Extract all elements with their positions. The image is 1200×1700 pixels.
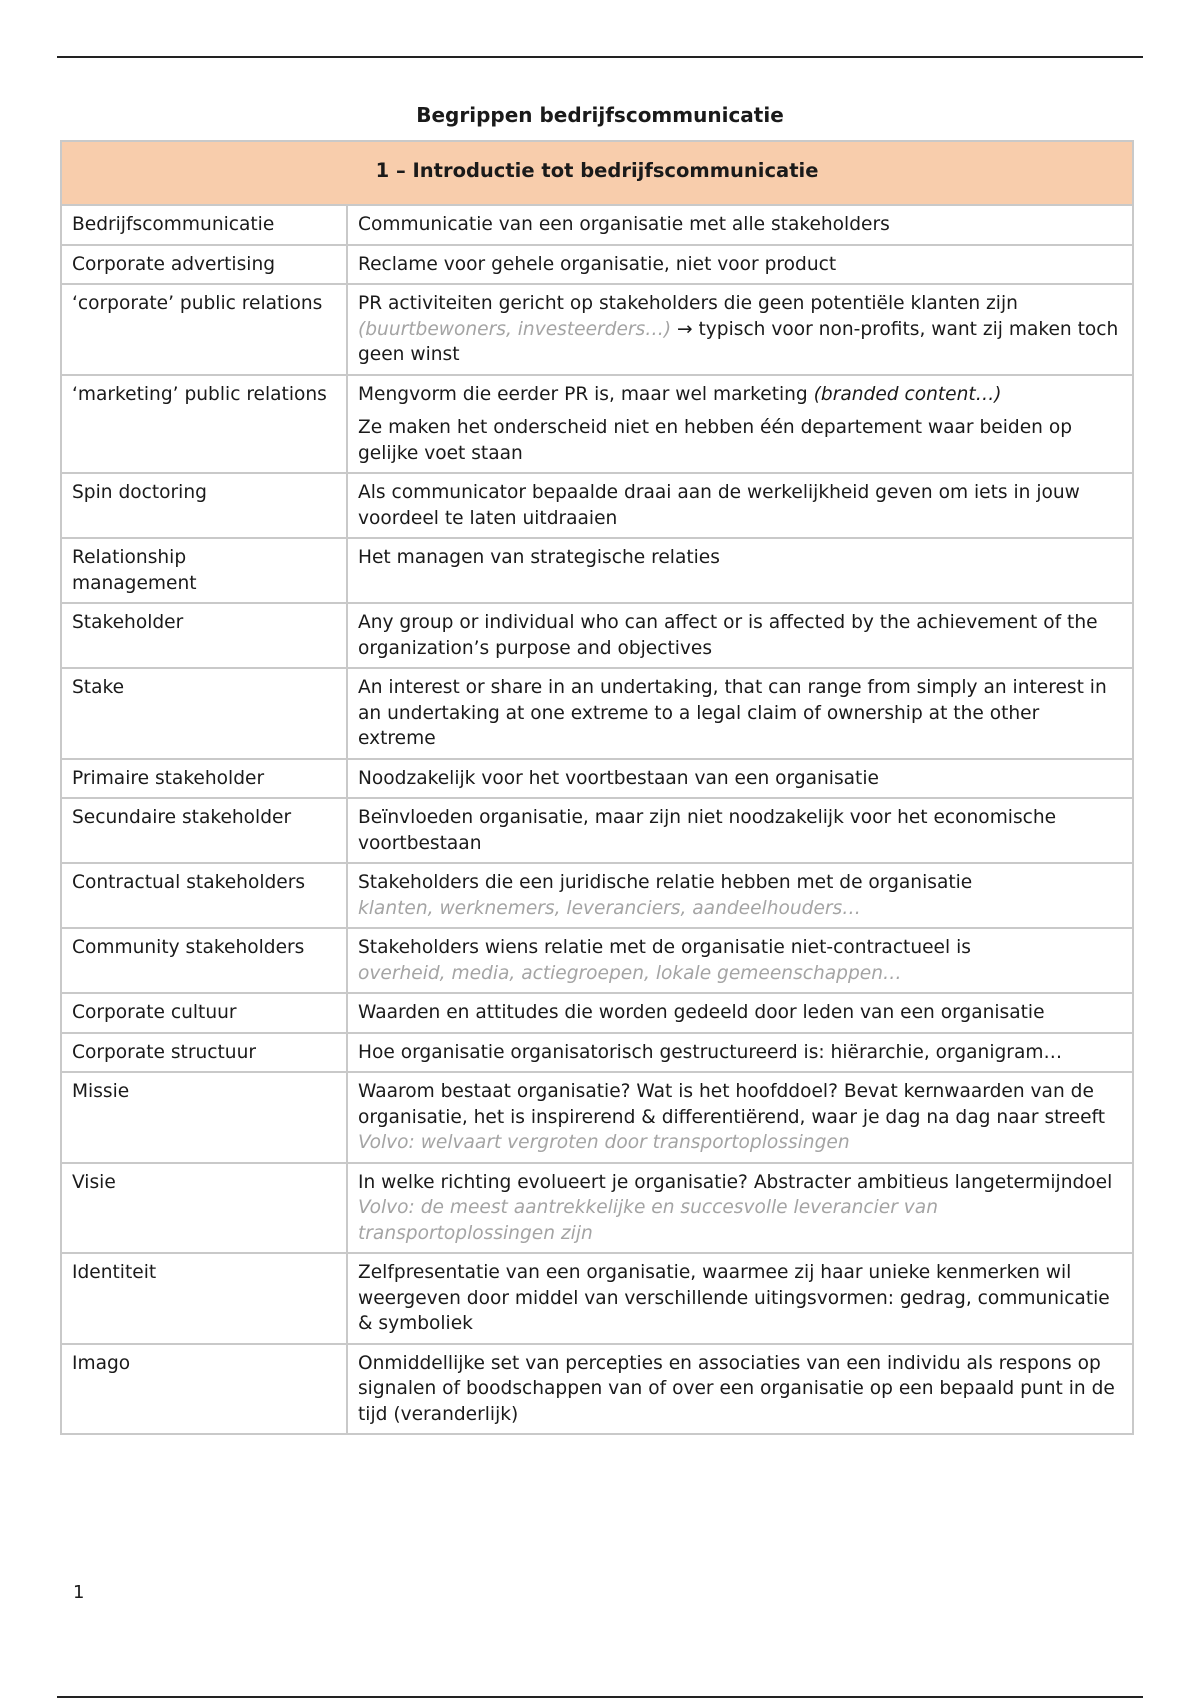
definition-cell bbox=[347, 1253, 1133, 1344]
definition-text: Ze maken het onderscheid niet en hebben één departement waar beiden op gelijke voet staan bbox=[358, 417, 1073, 464]
definition-cell bbox=[347, 473, 1133, 538]
document-title: Begrippen bedrijfscommunicatie bbox=[416, 103, 784, 127]
definition-cell bbox=[347, 759, 1133, 799]
definition-text: An interest or share in an undertaking, that can range from simply an interest in an undertaking at one extreme to a legal claim of ownership at the other extreme bbox=[358, 677, 1107, 749]
term-cell: Spin doctoring bbox=[61, 473, 347, 538]
definition-cell bbox=[347, 205, 1133, 245]
definition-text: Waarden en attitudes die worden gedeeld door leden van een organisatie bbox=[358, 1002, 1045, 1023]
definition-text: Mengvorm die eerder PR is, maar wel marketing bbox=[358, 383, 808, 405]
term-cell: Imago bbox=[61, 1344, 347, 1435]
example-text: overheid, media, actiegroepen, lokale gemeenschappen… bbox=[358, 962, 902, 984]
table-row bbox=[61, 1033, 1133, 1073]
definition-cell bbox=[347, 668, 1133, 759]
table-row bbox=[61, 205, 1133, 245]
definition-cell bbox=[347, 928, 1133, 993]
table-row bbox=[61, 993, 1133, 1033]
definition-cell bbox=[347, 1344, 1133, 1435]
definition-cell bbox=[347, 603, 1133, 668]
table-row bbox=[61, 538, 1133, 603]
term-cell: Corporate advertising bbox=[61, 245, 347, 285]
term-cell: Stake bbox=[61, 668, 347, 759]
term-cell: Contractual stakeholders bbox=[61, 863, 347, 928]
definition-text: Communicatie van een organisatie met alle stakeholders bbox=[358, 214, 890, 235]
table-row bbox=[61, 375, 1133, 474]
definition-text: Any group or individual who can affect or is affected by the achievement of the organization’s purpose and objectives bbox=[358, 612, 1098, 659]
definition-cell bbox=[347, 375, 1133, 474]
term-cell: Corporate structuur bbox=[61, 1033, 347, 1073]
definition-cell bbox=[347, 284, 1133, 375]
definition-text: Zelfpresentatie van een organisatie, waarmee zij haar unieke kenmerken wil weergeven door middel van verschillende uitingsvormen: gedrag, communicatie & symboliek bbox=[358, 1262, 1110, 1334]
term-cell: Primaire stakeholder bbox=[61, 759, 347, 799]
term-cell: Stakeholder bbox=[61, 603, 347, 668]
section-header-row bbox=[61, 141, 1133, 205]
term-cell: Missie bbox=[61, 1072, 347, 1163]
definition-cell bbox=[347, 993, 1133, 1033]
definition-text: In welke richting evolueert je organisatie? Abstracter ambitieus langetermijndoel bbox=[358, 1171, 1113, 1193]
table-row bbox=[61, 1072, 1133, 1163]
table-row bbox=[61, 473, 1133, 538]
table-row bbox=[61, 603, 1133, 668]
definition-cell bbox=[347, 1033, 1133, 1073]
definition-cell bbox=[347, 863, 1133, 928]
definition-text: Stakeholders die een juridische relatie hebben met de organisatie bbox=[358, 872, 973, 893]
definition-text: Noodzakelijk voor het voortbestaan van een organisatie bbox=[358, 767, 879, 789]
definition-text: Als communicator bepaalde draai aan de werkelijkheid geven om iets in jouw voordeel te laten uitdraaien bbox=[358, 482, 1080, 529]
term-cell: Corporate cultuur bbox=[61, 993, 347, 1033]
table-row bbox=[61, 1253, 1133, 1344]
table-row bbox=[61, 284, 1133, 375]
definition-text: Reclame voor gehele organisatie, niet voor product bbox=[358, 253, 837, 275]
term-cell: Relationship management bbox=[61, 538, 347, 603]
table-row bbox=[61, 798, 1133, 863]
example-text: Volvo: de meest aantrekkelijke en succesvolle leverancier van transportoplossingen zijn bbox=[358, 1197, 938, 1244]
definition-cell bbox=[347, 798, 1133, 863]
definition-text: → typisch voor non-profits, want zij maken toch geen winst bbox=[358, 318, 1119, 365]
term-cell: ‘corporate’ public relations bbox=[61, 284, 347, 375]
table-row bbox=[61, 759, 1133, 799]
glossary-table bbox=[60, 140, 1134, 1435]
table-row bbox=[61, 668, 1133, 759]
term-cell: Identiteit bbox=[61, 1253, 347, 1344]
definition-text: Waarom bestaat organisatie? Wat is het hoofddoel? Bevat kernwaarden van de organisatie, het is inspirerend & differentiërend, waar je dag na dag naar streeft bbox=[358, 1081, 1106, 1128]
definition-text: PR activiteiten gericht op stakeholders die geen potentiële klanten zijn bbox=[358, 293, 1018, 314]
table-row bbox=[61, 1344, 1133, 1435]
table-row bbox=[61, 1163, 1133, 1254]
definition-text: Beïnvloeden organisatie, maar zijn niet noodzakelijk voor het economische voortbestaan bbox=[358, 807, 1057, 854]
page-number: 1 bbox=[73, 1582, 85, 1603]
definition-cell bbox=[347, 538, 1133, 603]
top-rule bbox=[57, 56, 1143, 58]
table-row bbox=[61, 245, 1133, 285]
definition-text: Onmiddellijke set van percepties en associaties van een individu als respons op signalen of boodschappen van of over een organisatie op een bepaald punt in de tijd (veranderlijk) bbox=[358, 1352, 1115, 1425]
term-cell: Community stakeholders bbox=[61, 928, 347, 993]
example-text: (buurtbewoners, investeerders…) bbox=[358, 318, 672, 340]
example-text: Volvo: welvaart vergroten door transportoplossingen bbox=[358, 1132, 850, 1153]
term-cell: Visie bbox=[61, 1163, 347, 1254]
table-row bbox=[61, 928, 1133, 993]
definition-text: Hoe organisatie organisatorisch gestructureerd is: hiërarchie, organigram… bbox=[358, 1041, 1063, 1063]
definition-text: Stakeholders wiens relatie met de organisatie niet-contractueel is bbox=[358, 937, 971, 958]
italic-note: (branded content…) bbox=[813, 383, 1002, 405]
definition-text: Het managen van strategische relaties bbox=[358, 547, 720, 568]
definition-cell bbox=[347, 1163, 1133, 1254]
definition-cell bbox=[347, 1072, 1133, 1163]
bottom-rule bbox=[57, 1696, 1143, 1698]
term-cell: Secundaire stakeholder bbox=[61, 798, 347, 863]
term-cell: ‘marketing’ public relations bbox=[61, 375, 347, 474]
table-row bbox=[61, 863, 1133, 928]
example-text: klanten, werknemers, leveranciers, aandeelhouders… bbox=[358, 897, 861, 919]
section-title: 1 – Introductie tot bedrijfscommunicatie bbox=[61, 141, 1133, 205]
definition-cell bbox=[347, 245, 1133, 285]
term-cell: Bedrijfscommunicatie bbox=[61, 205, 347, 245]
